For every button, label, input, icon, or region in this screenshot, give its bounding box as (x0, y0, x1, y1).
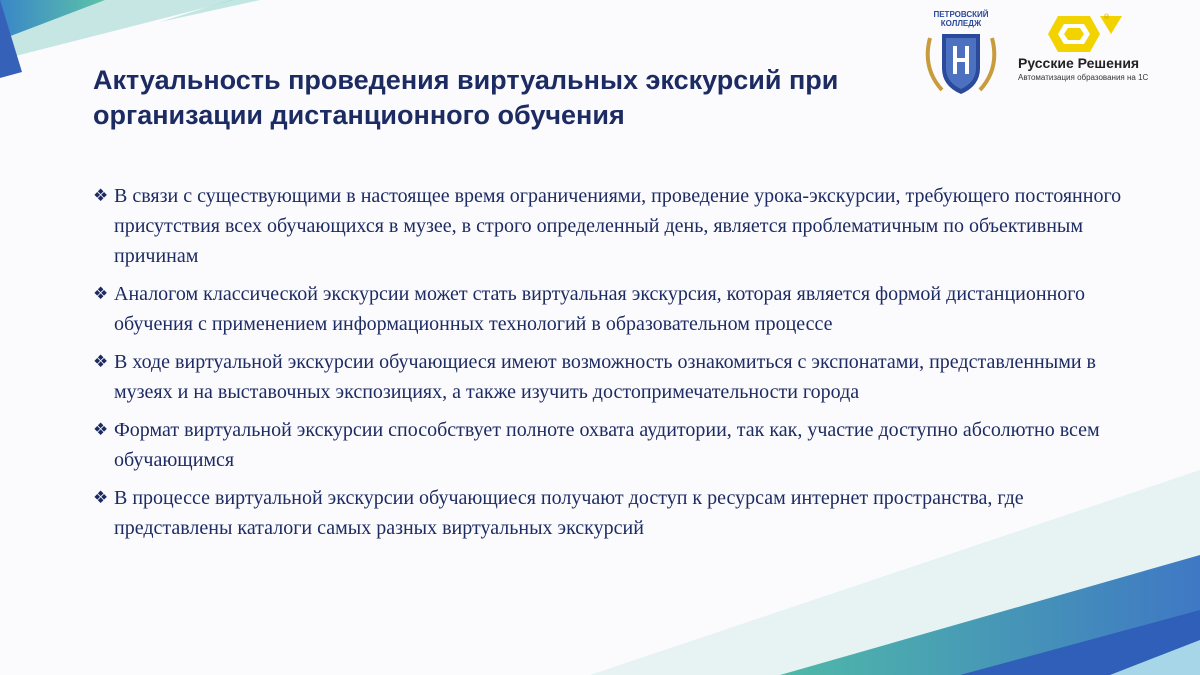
rr-logo-tagline: Автоматизация образования на 1С (1018, 73, 1149, 82)
bullet-text: В ходе виртуальной экскурсии обучающиеся имеют возможность ознакомиться с экспонатами, представленными в музеях и на выставочных экспозициях, а также изучить достопримечательности города (114, 351, 1097, 403)
bullet-item (93, 415, 1133, 475)
bullet-item (93, 181, 1133, 271)
bullet-text: В процессе виртуальной экскурсии обучающиеся получают доступ к ресурсам интернет пространства, где представлены каталоги самых разных виртуальных экскурсий (114, 487, 1024, 539)
russkie-resheniya-logo (1018, 14, 1168, 89)
rr-logo-name: Русские Решения (1018, 55, 1140, 71)
diamond-bullet-icon: ❖ (93, 186, 109, 205)
diamond-bullet-icon: ❖ (93, 284, 109, 303)
college-logo (922, 8, 1000, 98)
slide-title-line-2: организации дистанционного обучения (93, 100, 625, 130)
bullet-item (93, 483, 1133, 543)
bullet-item (93, 279, 1133, 339)
yellow-cube-icon (1048, 14, 1143, 54)
college-logo-line2: КОЛЛЕДЖ (940, 19, 982, 28)
bullet-text: В связи с существующими в настоящее время ограничениями, проведение урока-экскурсии, требующего постоянного присутствия всех обучающихся в музее, в строго определенный день, является проблематичным по объективным причинам (114, 185, 1122, 267)
college-crest-icon (922, 28, 1000, 98)
diamond-bullet-icon: ❖ (93, 488, 109, 507)
diamond-bullet-icon: ❖ (93, 352, 109, 371)
bullet-text: Аналогом классической экскурсии может стать виртуальная экскурсия, которая является формой дистанционного обучения с применением информационных технологий в образовательном процессе (114, 283, 1085, 335)
bullet-list (93, 181, 1133, 551)
college-logo-line1: ПЕТРОВСКИЙ (933, 10, 989, 19)
bullet-item (93, 347, 1133, 407)
bullet-text: Формат виртуальной экскурсии способствует полноте охвата аудитории, так как, участие доступно абсолютно всем обучающимся (114, 419, 1100, 471)
slide-title-line-1: Актуальность проведения виртуальных экскурсий при (93, 65, 839, 95)
slide-title (93, 63, 1023, 133)
registered-mark: ® (1104, 14, 1110, 21)
diamond-bullet-icon: ❖ (93, 420, 109, 439)
